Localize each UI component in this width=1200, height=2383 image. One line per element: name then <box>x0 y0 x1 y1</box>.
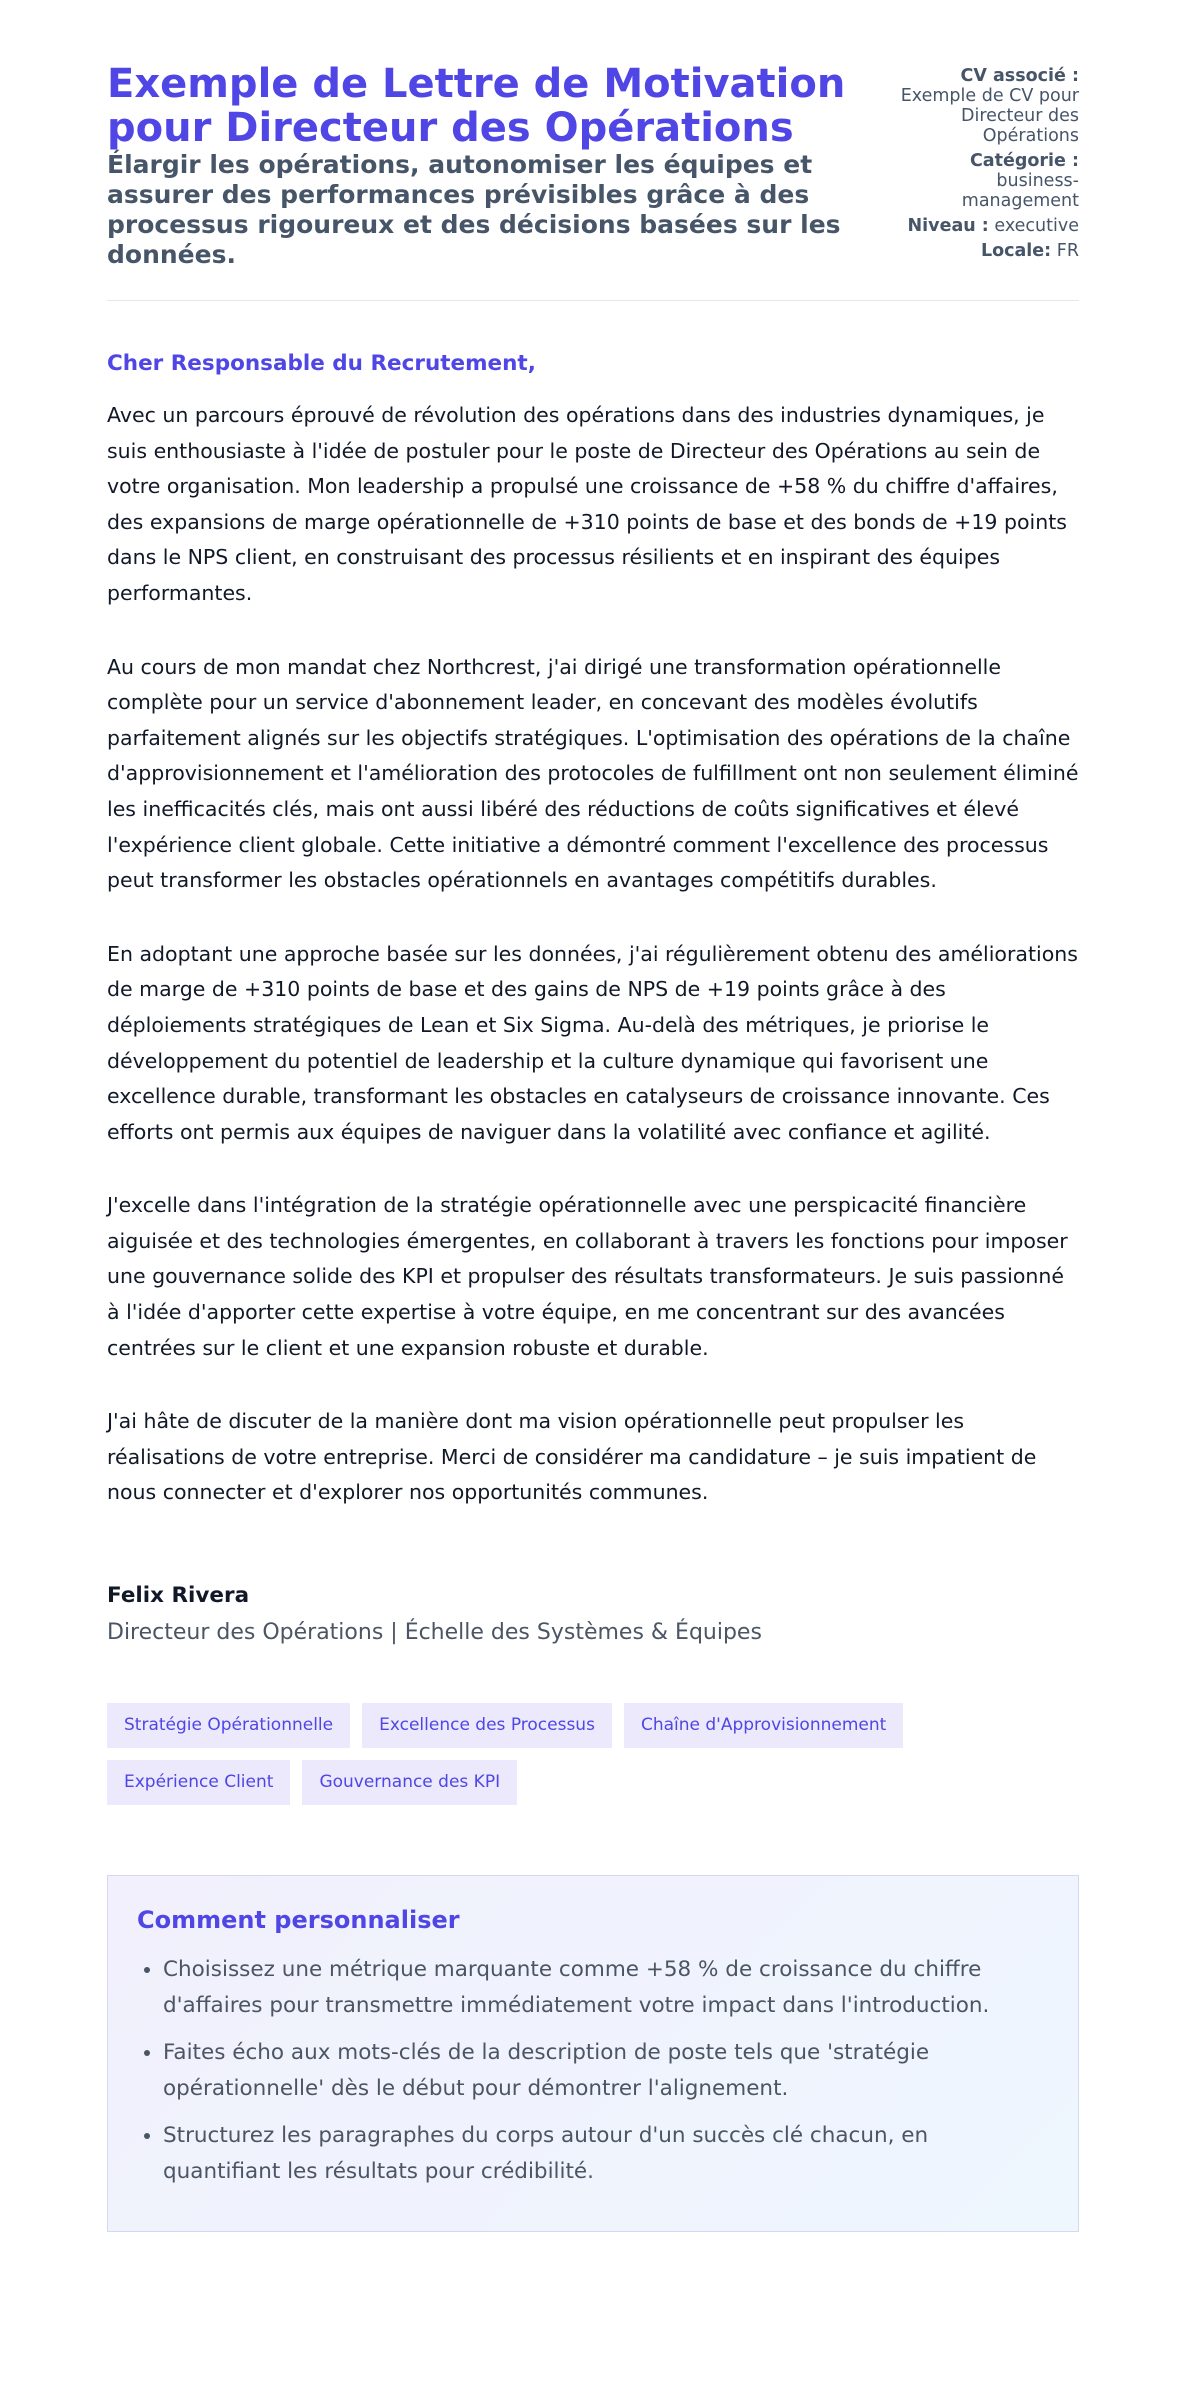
meta-locale <box>889 241 1079 261</box>
tips-list <box>137 1952 1048 2190</box>
tip-item: • Structurez les paragraphes du corps autour d'un succès clé chacun, en quantifiant les résultats pour crédibilité. <box>163 2118 1048 2190</box>
skill-tag: Stratégie Opérationnelle <box>107 1703 350 1748</box>
meta-level <box>889 216 1079 236</box>
letter-paragraph: En adoptant une approche basée sur les données, j'ai régulièrement obtenu des améliorations de marge de +310 points de base et des gains de NPS de +19 points grâce à des déploiements stratégiques de Lean et Six Sigma. Au-delà des métriques, je priorise le développement du potentiel de leadership et la culture dynamique qui favorisent une excellence durable, transformant les obstacles en catalyseurs de croissance innovante. Ces efforts ont permis aux équipes de naviguer dans la volatilité avec confiance et agilité. <box>107 941 1078 1144</box>
letter-paragraph: J'excelle dans l'intégration de la stratégie opérationnelle avec une perspicacité financière aiguisée et des technologies émergentes, en collaborant à travers les fonctions pour imposer une gouvernance solide des KPI et propulser des résultats transformateurs. Je suis passionné à l'idée d'apporter cette expertise à votre équipe, en me concentrant sur des avancées centrées sur le client et une expansion robuste et durable. <box>107 1193 1068 1360</box>
meta-category <box>889 151 1079 211</box>
meta-locale-label: Locale: <box>980 241 1052 261</box>
tip-item: • Choisissez une métrique marquante comme +58 % de croissance du chiffre d'affaires pour transmettre immédiatement votre impact dans l'introduction. <box>163 1952 1048 2024</box>
skill-tag: Excellence des Processus <box>362 1703 612 1748</box>
signature-title: Directeur des Opérations | Échelle des Systèmes & Équipes <box>107 1620 762 1646</box>
skill-tag: Chaîne d'Approvisionnement <box>624 1703 903 1748</box>
meta-category-label: Catégorie : <box>969 151 1079 171</box>
meta-cv <box>889 66 1079 146</box>
page-subtitle: Élargir les opérations, autonomiser les équipes et assurer des performances prévisibles grâce à des processus rigoureux et des décisions basées sur les données. <box>107 150 841 269</box>
letter-paragraph: Avec un parcours éprouvé de révolution des opérations dans des industries dynamiques, je suis enthousiaste à l'idée de postuler pour le poste de Directeur des Opérations au sein de votre organisation. Mon leadership a propulsé une croissance de +58 % du chiffre d'affaires, des expansions de marge opérationnelle de +310 points de base et des bonds de +19 points dans le NPS client, en construisant des processus résilients et en inspirant des équipes performantes. <box>107 403 1067 605</box>
page-header <box>107 62 1079 301</box>
skill-tag: Gouvernance des KPI <box>302 1760 517 1805</box>
letter-body <box>107 398 1079 1511</box>
skill-tag: Expérience Client <box>107 1760 290 1805</box>
meta-cv-value: Exemple de CV pour Directeur des Opérations <box>900 86 1079 146</box>
customization-tips <box>107 1875 1079 2232</box>
skill-tags <box>107 1703 1007 1805</box>
letter-paragraph: Au cours de mon mandat chez Northcrest, j'ai dirigé une transformation opérationnelle complète pour un service d'abonnement leader, en concevant des modèles évolutifs parfaitement alignés sur les objectifs stratégiques. L'optimisation des opérations de la chaîne d'approvisionnement et l'amélioration des protocoles de fulfillment ont non seulement éliminé les inefficacités clés, mais ont aussi libéré des réductions de coûts significatives et élevé l'expérience client globale. Cette initiative a démontré comment l'excellence des processus peut transformer les obstacles opérationnels en avantages compétitifs durables. <box>107 654 1079 893</box>
meta-level-label: Niveau : <box>907 216 989 236</box>
meta-panel <box>889 66 1079 266</box>
meta-category-value: business-management <box>961 171 1079 211</box>
meta-cv-label: CV associé : <box>960 66 1079 86</box>
signature-name: Felix Rivera <box>107 1583 250 1609</box>
meta-locale-value: FR <box>1056 241 1079 261</box>
letter-greeting: Cher Responsable du Recrutement, <box>107 351 536 376</box>
letter-paragraph: J'ai hâte de discuter de la manière dont ma vision opérationnelle peut propulser les réalisations de votre entreprise. Merci de considérer ma candidature – je suis impatient de nous connecter et d'explorer nos opportunités communes. <box>107 1409 1037 1505</box>
tips-title: Comment personnaliser <box>137 1906 460 1935</box>
page-title: Exemple de Lettre de Motivation pour Directeur des Opérations <box>107 61 846 151</box>
meta-level-value: executive <box>994 216 1079 236</box>
tip-item: • Faites écho aux mots-clés de la description de poste tels que 'stratégie opérationnelle' dès le début pour démontrer l'alignement. <box>163 2035 1048 2107</box>
header-titles <box>107 62 867 270</box>
